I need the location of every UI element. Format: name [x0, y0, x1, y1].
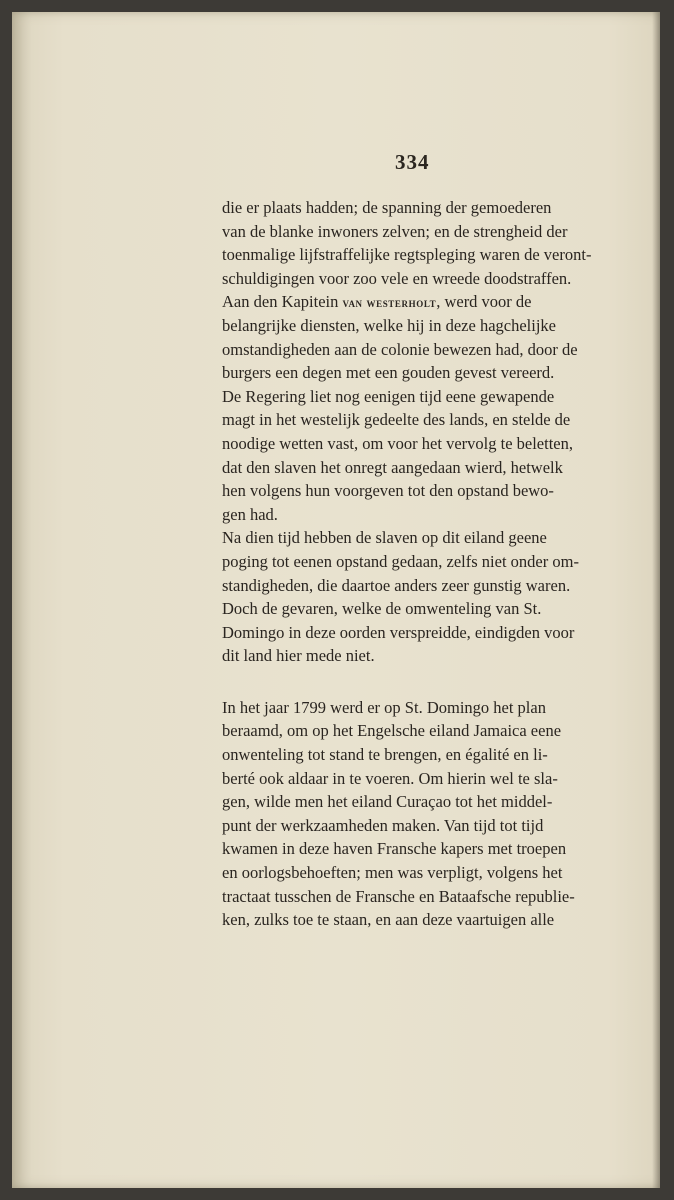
text-line: Domingo in deze oorden verspreidde, eindigden voor: [222, 622, 575, 642]
text-line: gen had.: [222, 504, 278, 524]
text-line: magt in het westelijk gedeelte des lands, en stelde de: [222, 410, 571, 430]
text-line: dat den slaven het onregt aangedaan wierd, hetwelk: [222, 457, 563, 477]
paragraph-3: [222, 385, 632, 527]
text-line: Na dien tijd hebben de slaven op dit eiland geene: [222, 528, 547, 548]
paragraph-6: [222, 696, 632, 932]
text-line: omstandigheden aan de colonie bewezen had, door de: [222, 339, 578, 359]
text-line: van de blanke inwoners zelven; en de strengheid der: [222, 221, 568, 241]
page-body-text: [222, 196, 632, 932]
paragraph-1: [222, 196, 632, 290]
page-number: 334: [395, 150, 430, 174]
text-line: berté ook aldaar in te voeren. Om hierin wel te sla-: [222, 768, 558, 788]
text-line: kwamen in deze haven Fransche kapers met troepen: [222, 839, 567, 859]
text-line: beraamd, om op het Engelsche eiland Jamaica eene: [222, 721, 562, 741]
text-line: In het jaar 1799 werd er op St. Domingo het plan: [222, 697, 546, 717]
text-line: standigheden, die daartoe anders zeer gunstig waren.: [222, 575, 571, 595]
text-line: belangrijke diensten, welke hij in deze hagchelijke: [222, 315, 556, 335]
text-line: punt der werkzaamheden maken. Van tijd tot tijd: [222, 815, 544, 835]
text-span: Aan den Kapitein: [222, 292, 343, 312]
section-gap: [222, 668, 632, 696]
page-edge-shadow: [652, 12, 660, 1188]
text-line: onwenteling tot stand te brengen, en égalité en li-: [222, 745, 548, 765]
text-line: burgers een degen met een gouden gevest vereerd.: [222, 363, 555, 383]
text-line: Doch de gevaren, welke de omwenteling van St.: [222, 599, 542, 619]
text-line: noodige wetten vast, om voor het vervolg te beletten,: [222, 433, 573, 453]
paragraph-4: [222, 526, 632, 597]
person-name: van westerholt: [342, 295, 437, 311]
text-line: tractaat tusschen de Fransche en Bataafsche republie-: [222, 886, 575, 906]
text-line: hen volgens hun voorgeven tot den opstand bewo-: [222, 481, 554, 501]
text-line: poging tot eenen opstand gedaan, zelfs niet onder om-: [222, 551, 579, 571]
text-line: toenmalige lijfstraffelijke regtspleging waren de veront-: [222, 245, 592, 265]
text-span: , werd voor de: [436, 292, 532, 312]
text-line: [222, 290, 632, 314]
text-line: ken, zulks toe te staan, en aan deze vaartuigen alle: [222, 910, 555, 930]
text-line: en oorlogsbehoeften; men was verpligt, volgens het: [222, 863, 563, 883]
text-line: schuldigingen voor zoo vele en wreede doodstraffen.: [222, 268, 572, 288]
paragraph-5: [222, 597, 632, 668]
text-line: die er plaats hadden; de spanning der gemoederen: [222, 198, 552, 217]
text-line: gen, wilde men het eiland Curaçao tot het middel-: [222, 792, 553, 812]
text-line: dit land hier mede niet.: [222, 646, 375, 666]
paragraph-2: [222, 290, 632, 384]
text-line: De Regering liet nog eenigen tijd eene gewapende: [222, 386, 555, 406]
